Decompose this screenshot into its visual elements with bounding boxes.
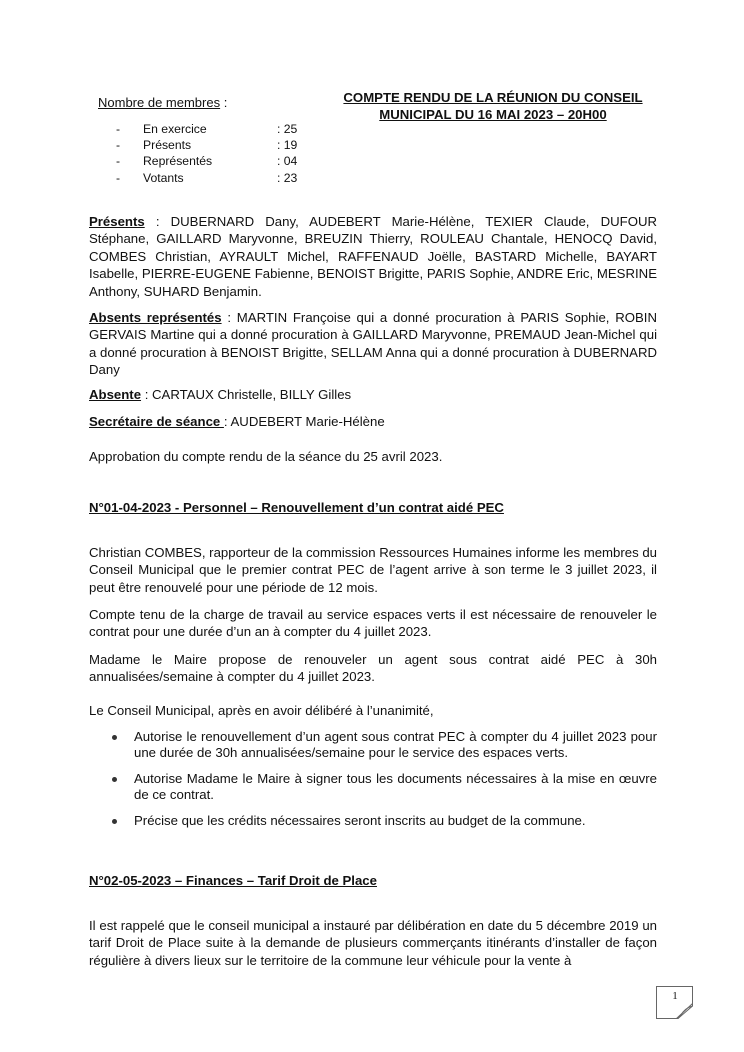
approbation-text: Approbation du compte rendu de la séance du 25 avril 2023. xyxy=(89,449,443,464)
members-title: Nombre de membres xyxy=(98,95,221,110)
section1-heading: N°01-04-2023 - Personnel – Renouvellement d’un contrat aidé PEC xyxy=(89,500,504,515)
members-row-representes xyxy=(116,153,316,169)
members-label: Représentés xyxy=(143,154,213,169)
absents-representes-paragraph xyxy=(89,309,657,379)
absents-representes-text: : MARTIN Françoise qui a donné procuration à PARIS Sophie, ROBIN GERVAIS Martine qui a donné procuration à GAILLARD Maryvonne, PREMAUD Jean-Michel qui a donné procuration à BENOIST Brigitte, SELLAM Anna qui a donné procuration à DUBERNARD Dany xyxy=(89,310,657,378)
section2-paragraph-1: Il est rappelé que le conseil municipal a instauré par délibération en date du 5 décembre 2019 un tarif Droit de Place suite à la demande de plusieurs commerçants itinérants d’installer de façon régulière à divers lieux sur le territoire de la commune leur véhicule pour la vente à xyxy=(89,918,657,968)
members-row-presents xyxy=(116,137,316,153)
members-row-en-exercice xyxy=(116,121,316,137)
members-label: Présents xyxy=(143,138,192,153)
document-title-line2: MUNICIPAL DU 16 MAI 2023 – 20H00 xyxy=(379,107,607,122)
document-title xyxy=(318,89,668,123)
presents-text: : DUBERNARD Dany, AUDEBERT Marie-Hélène, TEXIER Claude, DUFOUR Stéphane, GAILLARD Maryvonne, BREUZIN Thierry, ROULEAU Chantale, HENOCQ David, COMBES Christian, AYRAULT Michel, RAFFENAUD Joëlle, BASTARD Michelle, BAYART Isabelle, PIERRE-EUGENE Fabienne, BENOIST Brigitte, PARIS Sophie, ANDRE Eric, MESRINE Anthony, SUHARD Benjamin. xyxy=(89,214,657,299)
list-item xyxy=(110,813,657,829)
bullet-icon xyxy=(112,819,117,824)
decision-text: Autorise le renouvellement d’un agent sous contrat PEC à compter du 4 juillet 2023 pour une durée de 30h annualisées/semaine pour le service des espaces verts. xyxy=(134,729,657,761)
section2-heading: N°02-05-2023 – Finances – Tarif Droit de Place xyxy=(89,873,377,888)
members-value: : 23 xyxy=(277,170,298,185)
decision-text: Précise que les crédits nécessaires seront inscrits au budget de la commune. xyxy=(134,812,586,828)
members-title-block xyxy=(98,95,227,110)
decision-list xyxy=(110,729,657,838)
secretaire-text: : AUDEBERT Marie-Hélène xyxy=(223,414,385,429)
members-value: : 25 xyxy=(277,122,298,136)
members-value: : 19 xyxy=(277,138,298,153)
secretaire-paragraph xyxy=(89,414,657,429)
list-item xyxy=(110,771,657,804)
section1-paragraph-2: Compte tenu de la charge de travail au service espaces verts il est nécessaire de renouveler le contrat pour une durée d’un an à compter du 4 juillet 2023. xyxy=(89,607,657,640)
absents-representes-label: Absents représentés xyxy=(89,310,222,325)
page-number: 1 xyxy=(672,990,678,1002)
list-item xyxy=(110,729,657,762)
bullet-icon xyxy=(112,735,117,740)
page-number-box-edge xyxy=(656,1018,678,1019)
decision-text: Autorise Madame le Maire à signer tous les documents nécessaires à la mise en œuvre de ce contrat. xyxy=(134,770,657,803)
list-dash: - xyxy=(116,138,121,153)
list-dash: - xyxy=(116,154,121,169)
page-fold-icon xyxy=(676,1003,694,1020)
section1-paragraph-4: Le Conseil Municipal, après en avoir délibéré à l’unanimité, xyxy=(89,703,434,718)
members-list xyxy=(116,121,316,186)
members-row-votants xyxy=(116,170,316,186)
presents-label: Présents xyxy=(89,214,145,229)
members-title-colon: : xyxy=(220,95,228,110)
presents-paragraph xyxy=(89,213,657,300)
list-dash: - xyxy=(116,170,121,185)
document-title-line1: COMPTE RENDU DE LA RÉUNION DU CONSEIL xyxy=(343,90,643,105)
members-label: Votants xyxy=(143,170,184,185)
page-number-box-edge xyxy=(692,986,693,1004)
section1-paragraph-3: Madame le Maire propose de renouveler un agent sous contrat aidé PEC à 30h annualisées/semaine à compter du 4 juillet 2023. xyxy=(89,652,657,685)
list-dash: - xyxy=(116,122,121,136)
absente-text: : CARTAUX Christelle, BILLY Gilles xyxy=(141,387,352,402)
members-value: : 04 xyxy=(277,154,298,169)
absente-label: Absente xyxy=(89,387,142,402)
members-label: En exercice xyxy=(143,122,207,136)
bullet-icon xyxy=(112,777,117,782)
secretaire-label: Secrétaire de séance xyxy=(89,414,224,429)
section1-paragraph-1: Christian COMBES, rapporteur de la commission Ressources Humaines informe les membres du Conseil Municipal que le premier contrat PEC de l’agent arrive à son terme le 3 juillet 2023, il peut être renouvelé pour une période de 12 mois. xyxy=(89,545,658,595)
absente-paragraph xyxy=(89,387,657,402)
